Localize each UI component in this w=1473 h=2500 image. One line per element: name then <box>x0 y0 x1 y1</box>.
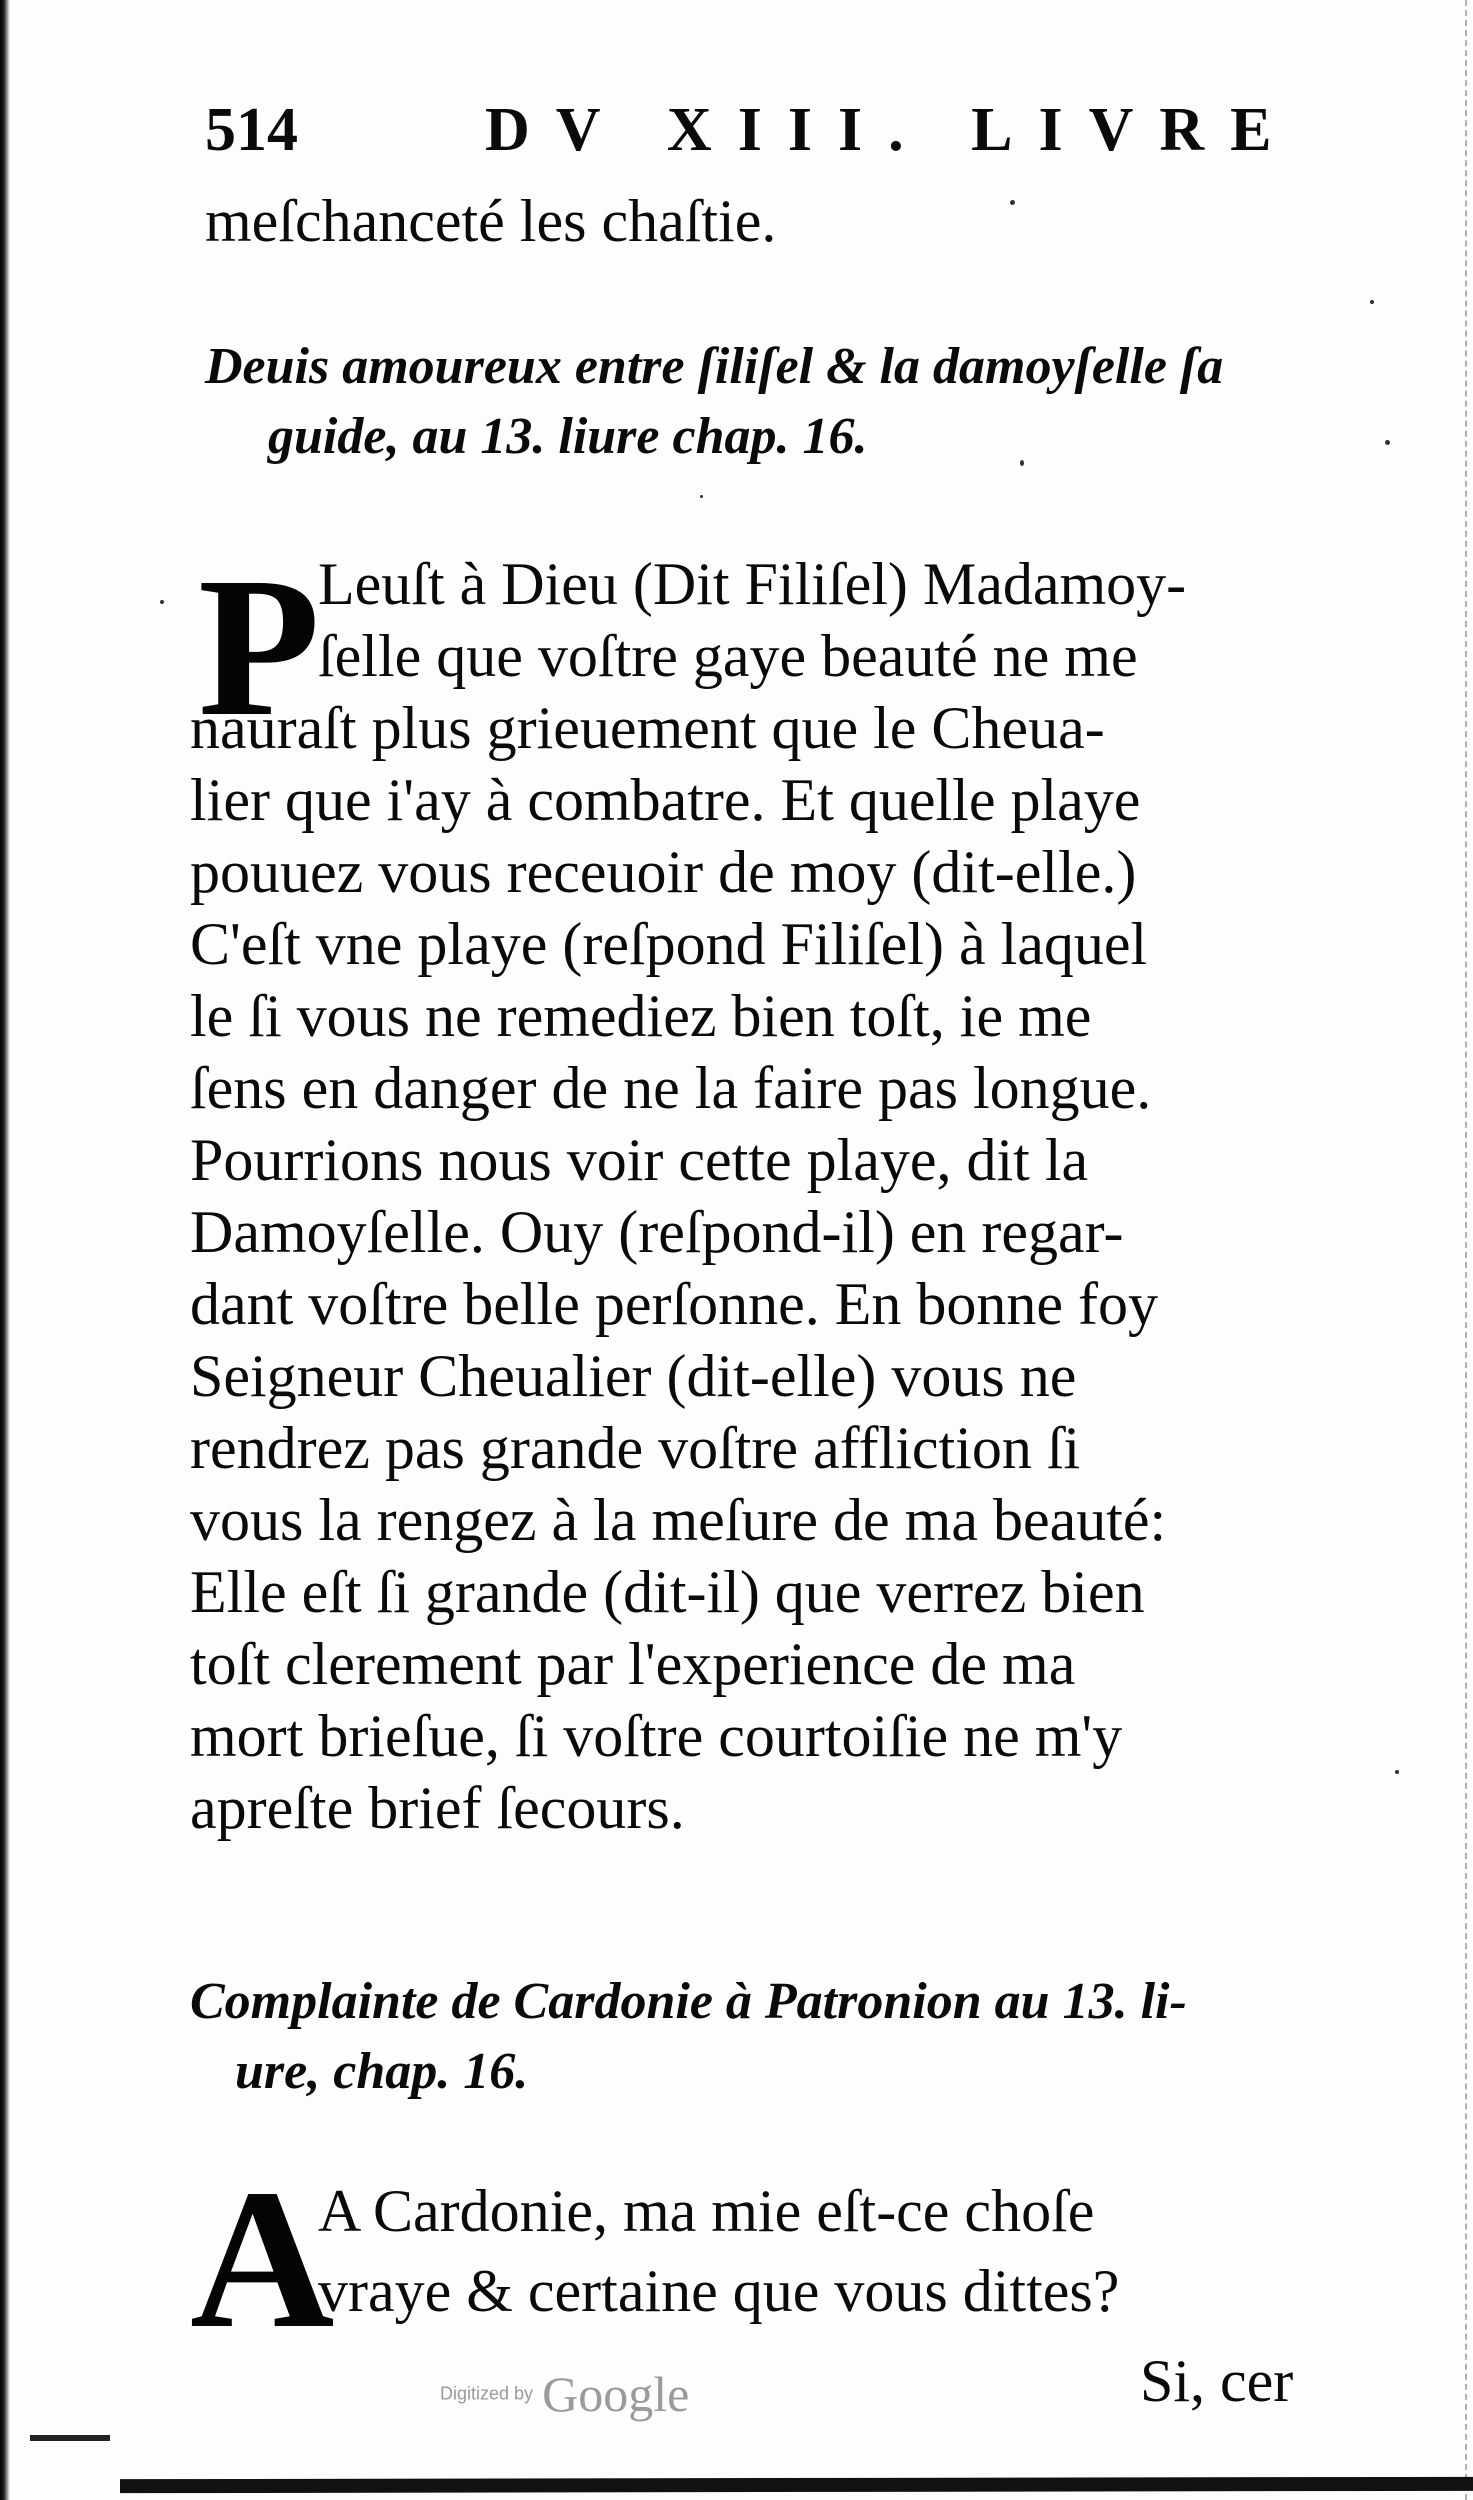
text-line: pouuez vous receuoir de moy (dit-elle.) <box>190 839 1137 905</box>
digitized-watermark <box>440 2365 689 2423</box>
text-line: rendrez pas grande voſtre affliction ſi <box>190 1415 1081 1481</box>
page-edge <box>1465 0 1473 2500</box>
scan-speck <box>1385 440 1390 445</box>
text-line: ſens en danger de ne la faire pas longue. <box>190 1055 1152 1121</box>
text-line: ſelle que voſtre gaye beauté ne me <box>318 623 1138 689</box>
text-line: mort brieſue, ſi voſtre courtoiſie ne m'y <box>190 1703 1123 1769</box>
text-line: Seigneur Cheualier (dit-elle) vous ne <box>190 1343 1077 1409</box>
section-heading-line: guide, au 13. liure chap. 16. <box>268 408 868 465</box>
scan-speck <box>1010 200 1015 205</box>
drop-capital: A <box>190 2149 335 2370</box>
text-line: vous la rengez à la meſure de ma beauté: <box>190 1487 1167 1553</box>
continuation-line: meſchanceté les chaſtie. <box>205 188 777 254</box>
scan-speck <box>1370 300 1374 304</box>
page-number: 514 <box>205 96 298 164</box>
text-line: nauraſt plus grieuement que le Cheua- <box>190 695 1105 761</box>
scan-speck <box>160 600 164 604</box>
text-line: Leuſt à Dieu (Dit Filiſel) Madamoy- <box>318 551 1187 617</box>
text-line: dant voſtre belle perſonne. En bonne foy <box>190 1271 1159 1337</box>
binding-shadow <box>0 0 10 2500</box>
running-title: DV XIII. LIVRE <box>485 96 1298 164</box>
section-heading-line: ure, chap. 16. <box>235 2043 529 2100</box>
running-header <box>205 95 1298 165</box>
page-bottom-edge <box>120 2477 1473 2493</box>
catchword: Si, cer <box>1140 2348 1294 2414</box>
section-heading-line: Deuis amoureux entre ſiliſel & la damoyſelle ſa <box>205 338 1224 395</box>
scan-speck <box>700 495 703 498</box>
text-line: C'eſt vne playe (reſpond Filiſel) à laquel <box>190 911 1148 977</box>
drop-capital: P <box>198 537 321 758</box>
scan-speck <box>1395 1770 1399 1774</box>
text-line: Pourrions nous voir cette playe, dit la <box>190 1127 1089 1193</box>
text-line: A Cardonie, ma mie eſt-ce choſe <box>318 2178 1095 2244</box>
watermark-brand: Google <box>542 2366 690 2422</box>
text-line: lier que i'ay à combatre. Et quelle playe <box>190 767 1141 833</box>
scan-artifact <box>30 2435 110 2441</box>
text-line: apreſte brief ſecours. <box>190 1775 685 1841</box>
text-line: le ſi vous ne remediez bien toſt, ie me <box>190 983 1092 1049</box>
text-line: Damoyſelle. Ouy (reſpond-il) en regar- <box>190 1199 1124 1265</box>
scan-speck <box>1020 460 1024 466</box>
text-line: vraye & certaine que vous dittes? <box>318 2258 1120 2324</box>
section-heading-line: Complainte de Cardonie à Patronion au 13. li- <box>190 1973 1187 2030</box>
text-line: Elle eſt ſi grande (dit-il) que verrez bien <box>190 1559 1145 1625</box>
text-line: toſt clerement par l'experience de ma <box>190 1631 1076 1697</box>
watermark-prefix: Digitized by <box>440 2383 534 2404</box>
